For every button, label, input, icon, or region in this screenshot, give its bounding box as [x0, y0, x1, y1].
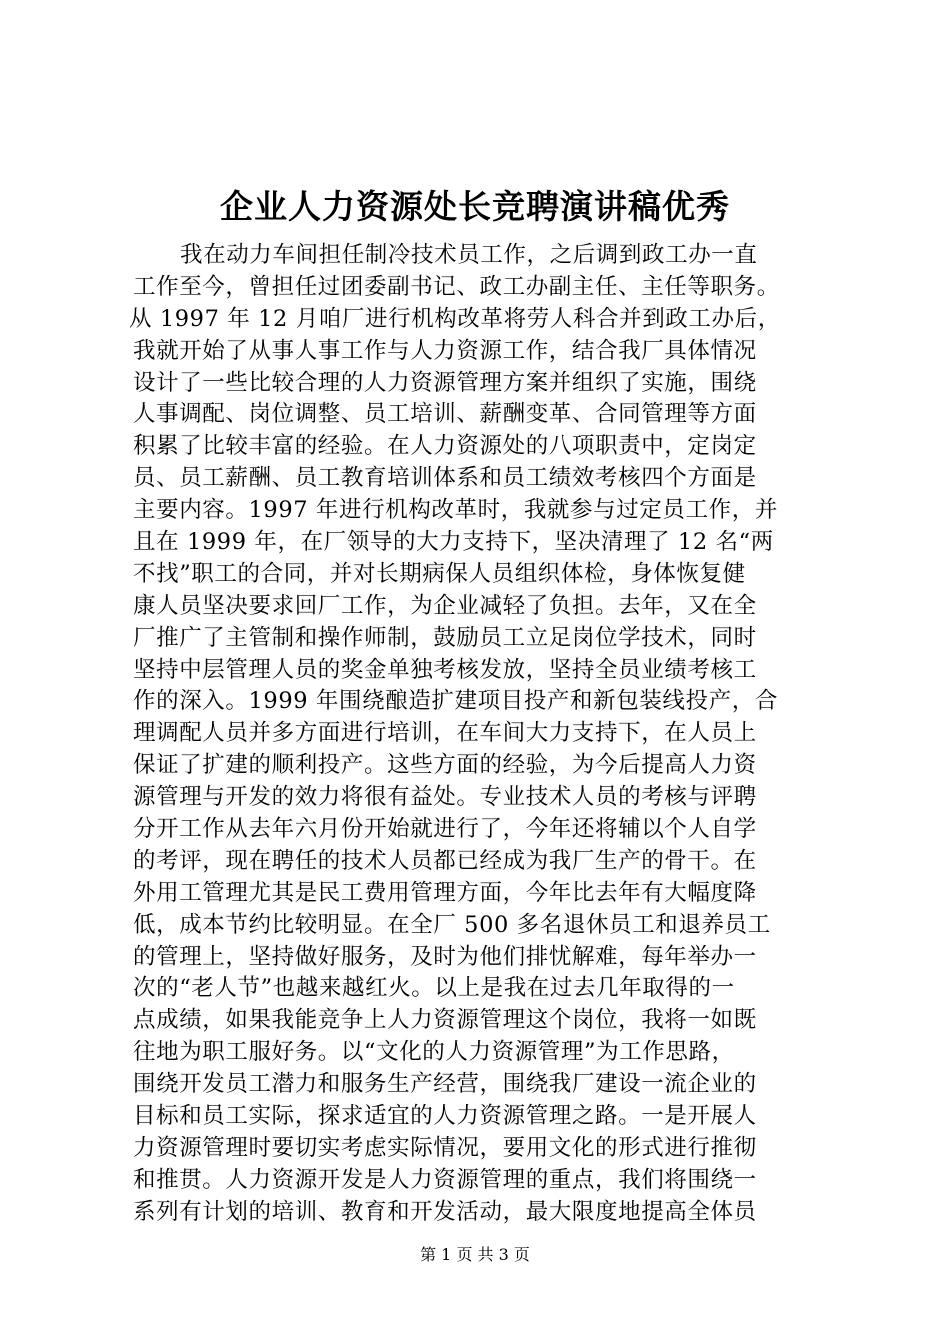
text-line: 从 1997 年 12 月咱厂进行机构改革将劳人科合并到政工办后，	[129, 305, 781, 332]
text-line: 外用工管理尤其是民工费用管理方面，今年比去年有大幅度降	[133, 879, 757, 906]
text-line: 往地为职工服好务。以“文化的人力资源管理”为工作思路，	[133, 1039, 735, 1066]
text-line: 设计了一些比较合理的人力资源管理方案并组织了实施，围绕	[133, 369, 757, 396]
body-paragraph	[129, 240, 833, 1229]
text-line: 主要内容。1997 年进行机构改革时，我就参与过定员工作，并	[133, 497, 778, 524]
text-line: 不找”职工的合同，并对长期病保人员组织体检，身体恢复健	[133, 560, 746, 587]
text-line: 我在动力车间担任制冷技术员工作，之后调到政工办一直	[180, 242, 758, 268]
document-title: 企业人力资源处长竞聘演讲稿优秀	[220, 187, 730, 226]
text-line: 系列有计划的培训、教育和开发活动，最大限度地提高全体员	[133, 1198, 757, 1225]
page-number-footer: 第 1 页 共 3 页	[420, 1245, 530, 1264]
text-line: 保证了扩建的顺利投产。这些方面的经验，为今后提高人力资	[133, 752, 757, 779]
text-line: 厂推广了主管制和操作师制，鼓励员工立足岗位学技术，同时	[133, 624, 757, 651]
text-line: 坚持中层管理人员的奖金单独考核发放，坚持全员业绩考核工	[133, 656, 757, 683]
text-line: 康人员坚决要求回厂工作，为企业减轻了负担。去年，又在全	[133, 592, 757, 619]
text-line: 工作至今，曾担任过团委副书记、政工办副主任、主任等职务。	[133, 273, 780, 300]
text-line: 我就开始了从事人事工作与人力资源工作，结合我厂具体情况	[133, 337, 757, 364]
text-line: 积累了比较丰富的经验。在人力资源处的八项职责中，定岗定	[133, 433, 757, 460]
text-line: 理调配人员并多方面进行培训，在车间大力支持下，在人员上	[133, 720, 757, 747]
text-line: 和推贯。人力资源开发是人力资源管理的重点，我们将围绕一	[133, 1166, 757, 1193]
text-line: 且在 1999 年，在厂领导的大力支持下，坚决清理了 12 名“两	[133, 529, 774, 556]
text-line: 力资源管理时要切实考虑实际情况，要用文化的形式进行推彻	[133, 1134, 757, 1161]
text-line: 作的深入。1999 年围绕酿造扩建项目投产和新包装线投产，合	[133, 688, 778, 715]
text-line: 的管理上，坚持做好服务，及时为他们排忧解难，每年举办一	[133, 943, 757, 970]
text-line: 围绕开发员工潜力和服务生产经营，围绕我厂建设一流企业的	[133, 1071, 757, 1098]
text-line: 分开工作从去年六月份开始就进行了，今年还将辅以个人自学	[133, 816, 757, 843]
text-line: 点成绩，如果我能竞争上人力资源管理这个岗位，我将一如既	[133, 1007, 757, 1034]
text-line: 次的“老人节”也越来越红火。以上是我在过去几年取得的一	[133, 975, 735, 1002]
text-line: 低，成本节约比较明显。在全厂 500 多名退休员工和退养员工	[133, 911, 771, 938]
text-line: 人事调配、岗位调整、员工培训、薪酬变革、合同管理等方面	[133, 401, 757, 428]
text-line: 的考评，现在聘任的技术人员都已经成为我厂生产的骨干。在	[133, 847, 757, 874]
text-line: 源管理与开发的效力将很有益处。专业技术人员的考核与评聘	[133, 784, 757, 811]
text-line: 员、员工薪酬、员工教育培训体系和员工绩效考核四个方面是	[133, 465, 757, 492]
text-line: 目标和员工实际，探求适宜的人力资源管理之路。一是开展人	[133, 1103, 757, 1130]
